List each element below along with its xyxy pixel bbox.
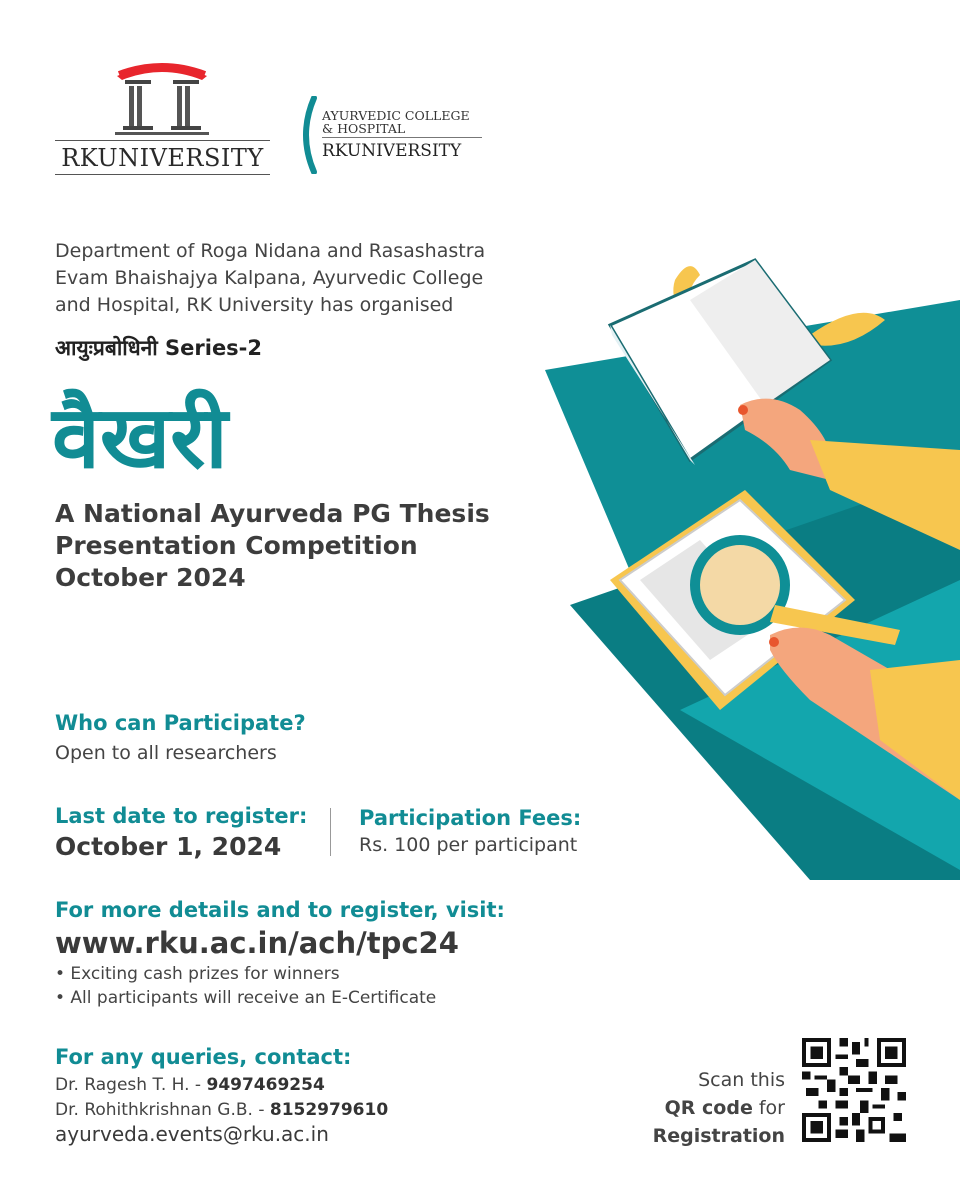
subtitle-line-2: Presentation Competition: [55, 531, 418, 560]
intro-line-2: Evam Bhaishajya Kalpana, Ayurvedic College: [55, 267, 484, 289]
ayurvedic-logo-line3: RKUNIVERSITY: [322, 141, 462, 161]
contact-list: [55, 1073, 388, 1123]
department-intro: [55, 238, 545, 319]
contact-2-phone[interactable]: 8152979610: [269, 1100, 389, 1120]
benefit-item: • All participants will receive an E-Certificate: [55, 988, 437, 1008]
fees-heading: Participation Fees:: [359, 806, 582, 830]
contact-item-1: [55, 1073, 388, 1098]
contact-1-phone[interactable]: 9497469254: [206, 1075, 325, 1095]
subtitle-line-3: October 2024: [55, 563, 246, 592]
series-label: आयुःप्रबोधिनी Series-2: [55, 336, 263, 360]
queries-heading: For any queries, contact:: [55, 1045, 352, 1069]
fees-text: Rs. 100 per participant: [359, 834, 578, 856]
qr-code-icon[interactable]: [802, 1038, 906, 1142]
who-heading: Who can Participate?: [55, 711, 306, 735]
rku-logo-underline: [55, 174, 270, 175]
ayurvedic-logo-line2: & HOSPITAL: [322, 121, 406, 136]
subtitle-line-1: A National Ayurveda PG Thesis: [55, 499, 490, 528]
qr-caption: [653, 1066, 785, 1150]
ayurvedic-logo-line1: AYURVEDIC COLLEGE: [322, 108, 470, 123]
contact-1-name: Dr. Ragesh T. H. -: [55, 1075, 207, 1095]
benefit-item: • Exciting cash prizes for winners: [55, 964, 340, 984]
contact-item-2: [55, 1098, 388, 1123]
qr-caption-line3: [653, 1122, 785, 1150]
benefits-list: [55, 962, 436, 1010]
qr-caption-registration: Registration: [652, 1125, 785, 1147]
qr-caption-rest: for: [752, 1097, 785, 1119]
intro-line-1: Department of Roga Nidana and Rasashastra: [55, 240, 486, 262]
qr-caption-line2: [653, 1094, 785, 1122]
ayurvedic-logo-rule: [322, 137, 482, 138]
rku-logo-text: RKUNIVERSITY: [61, 144, 264, 172]
event-title: वैखरी: [52, 388, 228, 488]
register-heading: For more details and to register, visit:: [55, 898, 505, 922]
reading-illustration: [540, 240, 960, 880]
contact-email-link[interactable]: ayurveda.events@rku.ac.in: [55, 1122, 329, 1146]
deadline-heading: Last date to register:: [55, 804, 308, 828]
qr-caption-bold: QR code: [664, 1097, 753, 1119]
intro-line-3: and Hospital, RK University has organised: [55, 294, 454, 316]
who-text: Open to all researchers: [55, 742, 277, 764]
register-url-link[interactable]: www.rku.ac.in/ach/tpc24: [55, 926, 459, 960]
vertical-divider: [330, 808, 331, 856]
event-subtitle: [55, 498, 490, 594]
deadline-date: October 1, 2024: [55, 832, 282, 861]
ayurvedic-logo-bracket-icon: [296, 96, 320, 174]
qr-caption-line1: Scan this: [698, 1069, 785, 1091]
contact-2-name: Dr. Rohithkrishnan G.B. -: [55, 1100, 270, 1120]
